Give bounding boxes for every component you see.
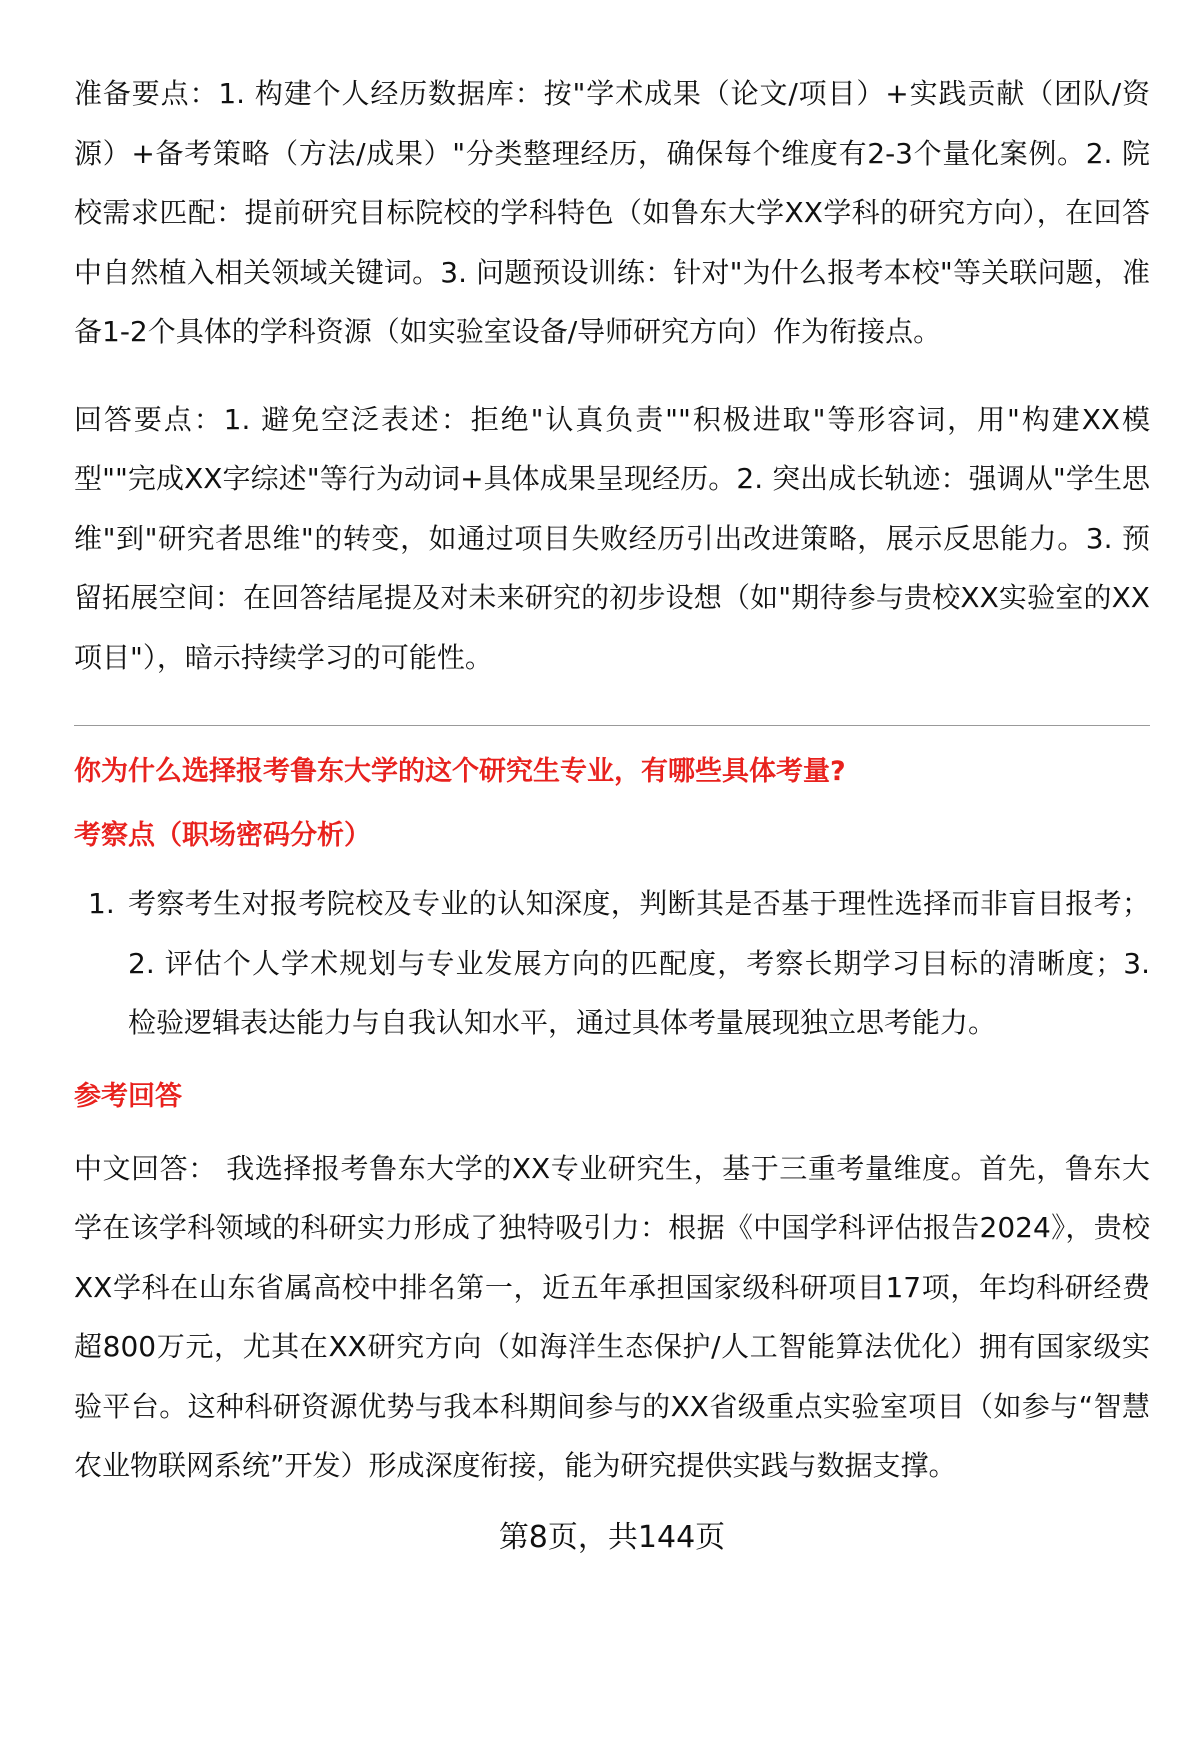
page-number: 第8页，共144页 bbox=[498, 1519, 726, 1555]
assessment-heading: 考察点（职场密码分析） bbox=[74, 820, 371, 851]
prep-points-paragraph: 准备要点：1. 构建个人经历数据库：按"学术成果（论文/项目）+实践贡献（团队/资源）+备考策略（方法/成果）"分类整理经历，确保每个维度有2-3个量化案例。2. 院校需求匹配：提前研究目标院校的学科特色（如鲁东大学XX学科的研究方向），在回答中自然植入相关领域关键词。3. 问题预设训练：针对"为什么报考本校"等关联问题，准备1-2个具体的学科资源（如实验室设备/导师研究方向）作为衔接点。 bbox=[74, 77, 1150, 348]
list-item-text: 考察考生对报考院校及专业的认知深度，判断其是否基于理性选择而非盲目报考；2. 评估个人学术规划与专业发展方向的匹配度，考察长期学习目标的清晰度；3. 检验逻辑表达能力与自我认知水平，通过具体考量展现独立思考能力。 bbox=[128, 887, 1150, 1039]
assessment-list bbox=[74, 874, 1150, 1053]
section-divider bbox=[74, 725, 1150, 726]
reference-heading: 参考回答 bbox=[74, 1080, 182, 1112]
answer-points-paragraph: 回答要点：1. 避免空泛表述：拒绝"认真负责""积极进取"等形容词，用"构建XX模型""完成XX字综述"等行为动词+具体成果呈现经历。2. 突出成长轨迹：强调从"学生思维"到"研究者思维"的转变，如通过项目失败经历引出改进策略，展示反思能力。3. 预留拓展空间：在回答结尾提及对未来研究的初步设想（如"期待参与贵校XX实验室的XX项目"），暗示持续学习的可能性。 bbox=[74, 402, 1150, 674]
reference-answer-paragraph: 中文回答： 我选择报考鲁东大学的XX专业研究生，基于三重考量维度。首先，鲁东大学在该学科领域的科研实力形成了独特吸引力：根据《中国学科评估报告2024》，贵校XX学科在山东省属高校中排名第一，近五年承担国家级科研项目17项，年均科研经费超800万元，尤其在XX研究方向（如海洋生态保护/人工智能算法优化）拥有国家级实验平台。这种科研资源优势与我本科期间参与的XX省级重点实验室项目（如参与“智慧农业物联网系统”开发）形成深度衔接，能为研究提供实践与数据支撑。 bbox=[74, 1151, 1150, 1482]
list-item bbox=[74, 874, 1150, 1053]
question-heading: 你为什么选择报考鲁东大学的这个研究生专业，有哪些具体考量? bbox=[74, 756, 846, 787]
list-item-number: 1. bbox=[88, 887, 115, 920]
